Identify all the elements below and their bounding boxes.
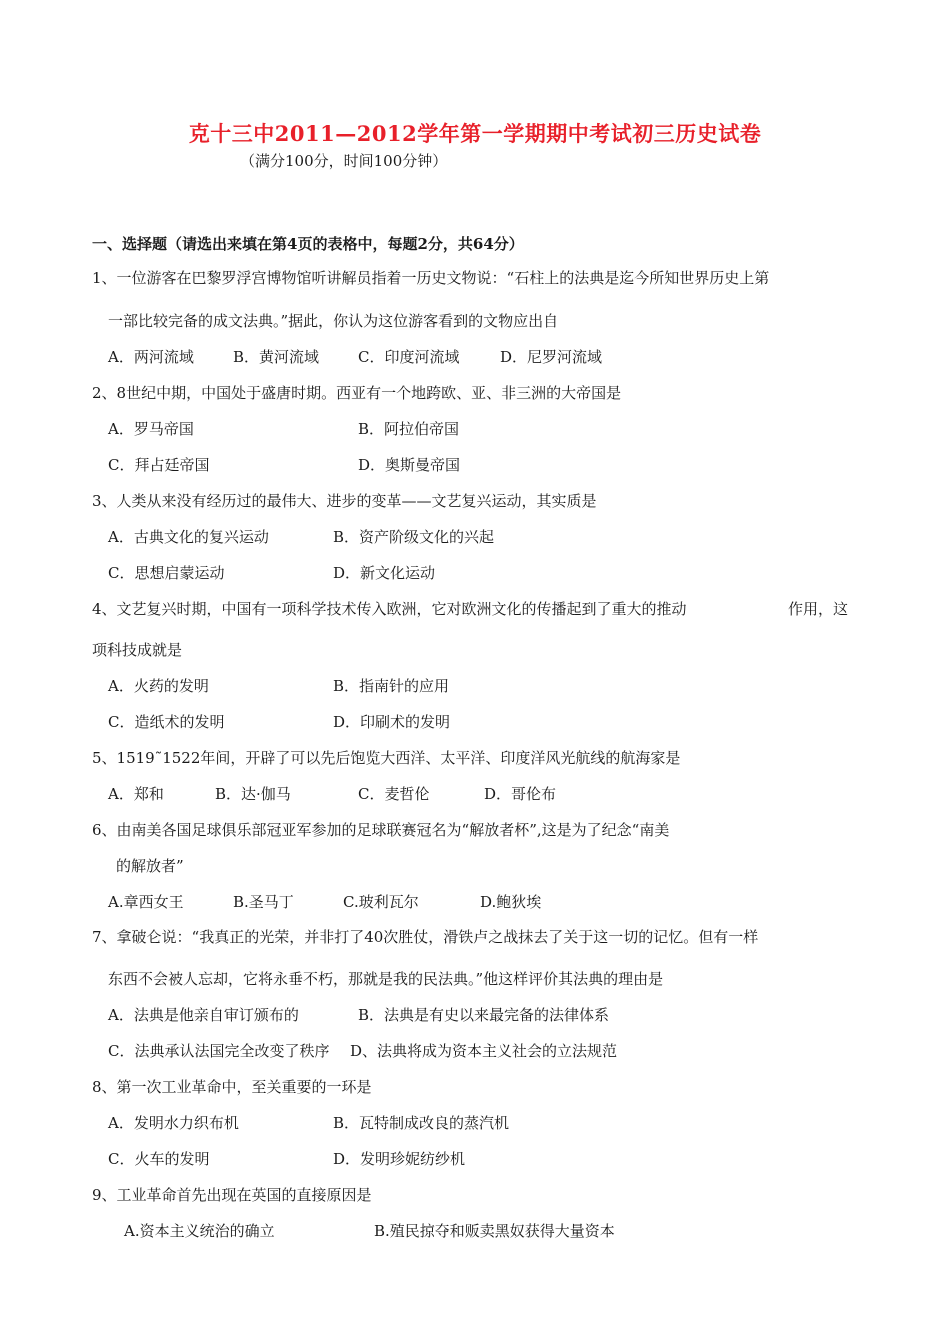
question-5-option-a: A．郑和 bbox=[108, 785, 164, 803]
question-4-line-1-cont: 作用，这 bbox=[788, 600, 849, 618]
section-heading: 一、选择题（请选出来填在第4页的表格中，每题2分，共64分） bbox=[92, 235, 524, 253]
question-4-option-c: C．造纸术的发明 bbox=[108, 713, 225, 731]
question-8-option-a: A．发明水力织布机 bbox=[108, 1114, 239, 1132]
question-8-option-c: C．火车的发明 bbox=[108, 1150, 210, 1168]
question-6-option-c: C.玻利瓦尔 bbox=[343, 893, 419, 911]
question-5-option-d: D．哥伦布 bbox=[484, 785, 557, 803]
question-6-line-2: 的解放者” bbox=[116, 857, 184, 875]
question-7-option-d: D、法典将成为资本主义社会的立法规范 bbox=[350, 1042, 618, 1060]
question-5-option-c: C．麦哲伦 bbox=[358, 785, 430, 803]
question-5-line-1: 5、1519˜1522年间，开辟了可以先后饱览大西洋、太平洋、印度洋风光航线的航海家是 bbox=[92, 749, 681, 767]
question-8-option-d: D．发明珍妮纺纱机 bbox=[333, 1150, 466, 1168]
question-4-option-b: B．指南针的应用 bbox=[333, 677, 450, 695]
question-3-option-b: B．资产阶级文化的兴起 bbox=[333, 528, 495, 546]
question-3-option-a: A．古典文化的复兴运动 bbox=[108, 528, 269, 546]
question-7-option-a: A．法典是他亲自审订颁布的 bbox=[108, 1006, 299, 1024]
question-3-option-d: D．新文化运动 bbox=[333, 564, 436, 582]
question-1-line-2: 一部比较完备的成文法典。”据此，你认为这位游客看到的文物应出自 bbox=[108, 312, 559, 330]
question-1-option-d: D．尼罗河流域 bbox=[500, 348, 603, 366]
question-9-line-1: 9、工业革命首先出现在英国的直接原因是 bbox=[92, 1186, 372, 1204]
question-7-option-b: B．法典是有史以来最完备的法律体系 bbox=[358, 1006, 610, 1024]
exam-subtitle: （满分100分，时间100分钟） bbox=[240, 152, 448, 170]
question-7-option-c: C．法典承认法国完全改变了秩序 bbox=[108, 1042, 330, 1060]
question-6-option-a: A.章西女王 bbox=[108, 893, 184, 911]
question-6-option-d: D.鲍狄埃 bbox=[480, 893, 542, 911]
question-4-line-1: 4、文艺复兴时期，中国有一项科学技术传入欧洲，它对欧洲文化的传播起到了重大的推动 bbox=[92, 600, 687, 618]
question-1-option-c: C．印度河流域 bbox=[358, 348, 460, 366]
question-9-option-b: B.殖民掠夺和贩卖黑奴获得大量资本 bbox=[374, 1222, 615, 1240]
question-2-option-a: A．罗马帝国 bbox=[108, 420, 194, 438]
question-6-option-b: B.圣马丁 bbox=[233, 893, 294, 911]
question-2-option-d: D．奥斯曼帝国 bbox=[358, 456, 461, 474]
question-3-line-1: 3、人类从来没有经历过的最伟大、进步的变革——文艺复兴运动，其实质是 bbox=[92, 492, 597, 510]
question-2-option-c: C．拜占廷帝国 bbox=[108, 456, 210, 474]
exam-title: 克十三中2011—2012学年第一学期期中考试初三历史试卷 bbox=[188, 121, 762, 146]
question-1-line-1: 1、一位游客在巴黎罗浮宫博物馆听讲解员指着一历史文物说：“石柱上的法典是迄今所知世界历史上第 bbox=[92, 269, 770, 287]
question-9-option-a: A.资本主义统治的确立 bbox=[124, 1222, 275, 1240]
question-1-option-b: B．黄河流域 bbox=[233, 348, 320, 366]
question-1-option-a: A．两河流域 bbox=[108, 348, 194, 366]
question-8-line-1: 8、第一次工业革命中，至关重要的一环是 bbox=[92, 1078, 372, 1096]
question-5-option-b: B．达·伽马 bbox=[215, 785, 291, 803]
question-2-option-b: B．阿拉伯帝国 bbox=[358, 420, 460, 438]
question-8-option-b: B．瓦特制成改良的蒸汽机 bbox=[333, 1114, 510, 1132]
question-7-line-2: 东西不会被人忘却，它将永垂不朽，那就是我的民法典。”他这样评价其法典的理由是 bbox=[108, 970, 664, 988]
question-6-line-1: 6、由南美各国足球俱乐部冠亚军参加的足球联赛冠名为“解放者杯”,这是为了纪念“南美 bbox=[92, 821, 670, 839]
question-2-line-1: 2、8世纪中期，中国处于盛唐时期。西亚有一个地跨欧、亚、非三洲的大帝国是 bbox=[92, 384, 622, 402]
question-4-line-2: 项科技成就是 bbox=[92, 641, 183, 659]
question-4-option-d: D．印刷术的发明 bbox=[333, 713, 451, 731]
question-4-option-a: A．火药的发明 bbox=[108, 677, 209, 695]
question-7-line-1: 7、拿破仑说：“我真正的光荣，并非打了40次胜仗，滑铁卢之战抹去了关于这一切的记忆。但有一样 bbox=[92, 928, 759, 946]
question-3-option-c: C．思想启蒙运动 bbox=[108, 564, 225, 582]
